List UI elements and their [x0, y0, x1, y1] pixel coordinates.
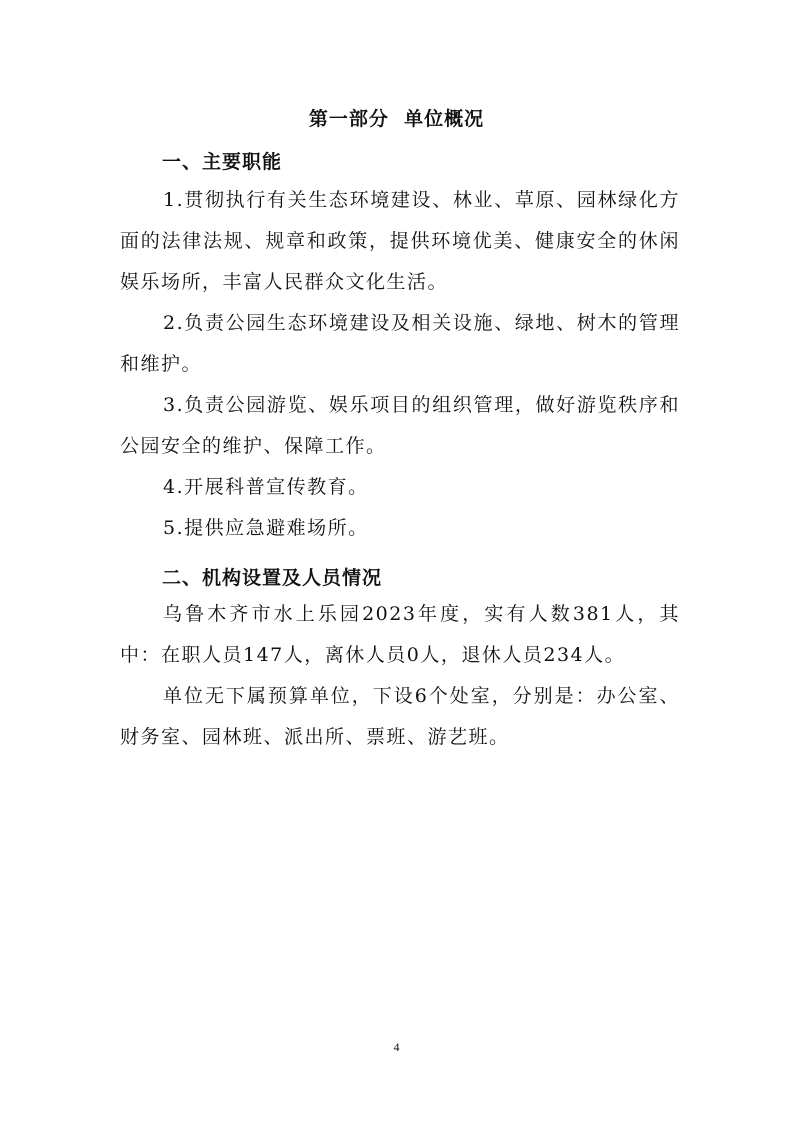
function-item-4: 4.开展科普宣传教育。: [163, 476, 369, 498]
page-number: 4: [393, 1040, 400, 1054]
function-item-3: 3.负责公园游览、娱乐项目的组织管理，做好游览秩序和公园安全的维护、保障工作。: [120, 394, 680, 457]
staffing-paragraph: 乌鲁木齐市水上乐园2023年度，实有人数381人，其中：在职人员147人，离休人员0人，退休人员234人。: [120, 603, 680, 666]
function-item-2: 2.负责公园生态环境建设及相关设施、绿地、树木的管理和维护。: [120, 312, 680, 375]
function-item-1: 1.贯彻执行有关生态环境建设、林业、草原、园林绿化方面的法律法规、规章和政策，提供环境优美、健康安全的休闲娱乐场所，丰富人民群众文化生活。: [120, 189, 680, 293]
section-heading-organization: 二、机构设置及人员情况: [162, 567, 383, 589]
function-item-5: 5.提供应急避难场所。: [163, 517, 369, 539]
page-title: 第一部分 单位概况: [308, 108, 485, 130]
section-heading-main-functions: 一、主要职能: [162, 151, 283, 173]
departments-paragraph: 单位无下属预算单位，下设6个处室，分别是：办公室、财务室、园林班、派出所、票班、游艺班。: [120, 685, 680, 748]
